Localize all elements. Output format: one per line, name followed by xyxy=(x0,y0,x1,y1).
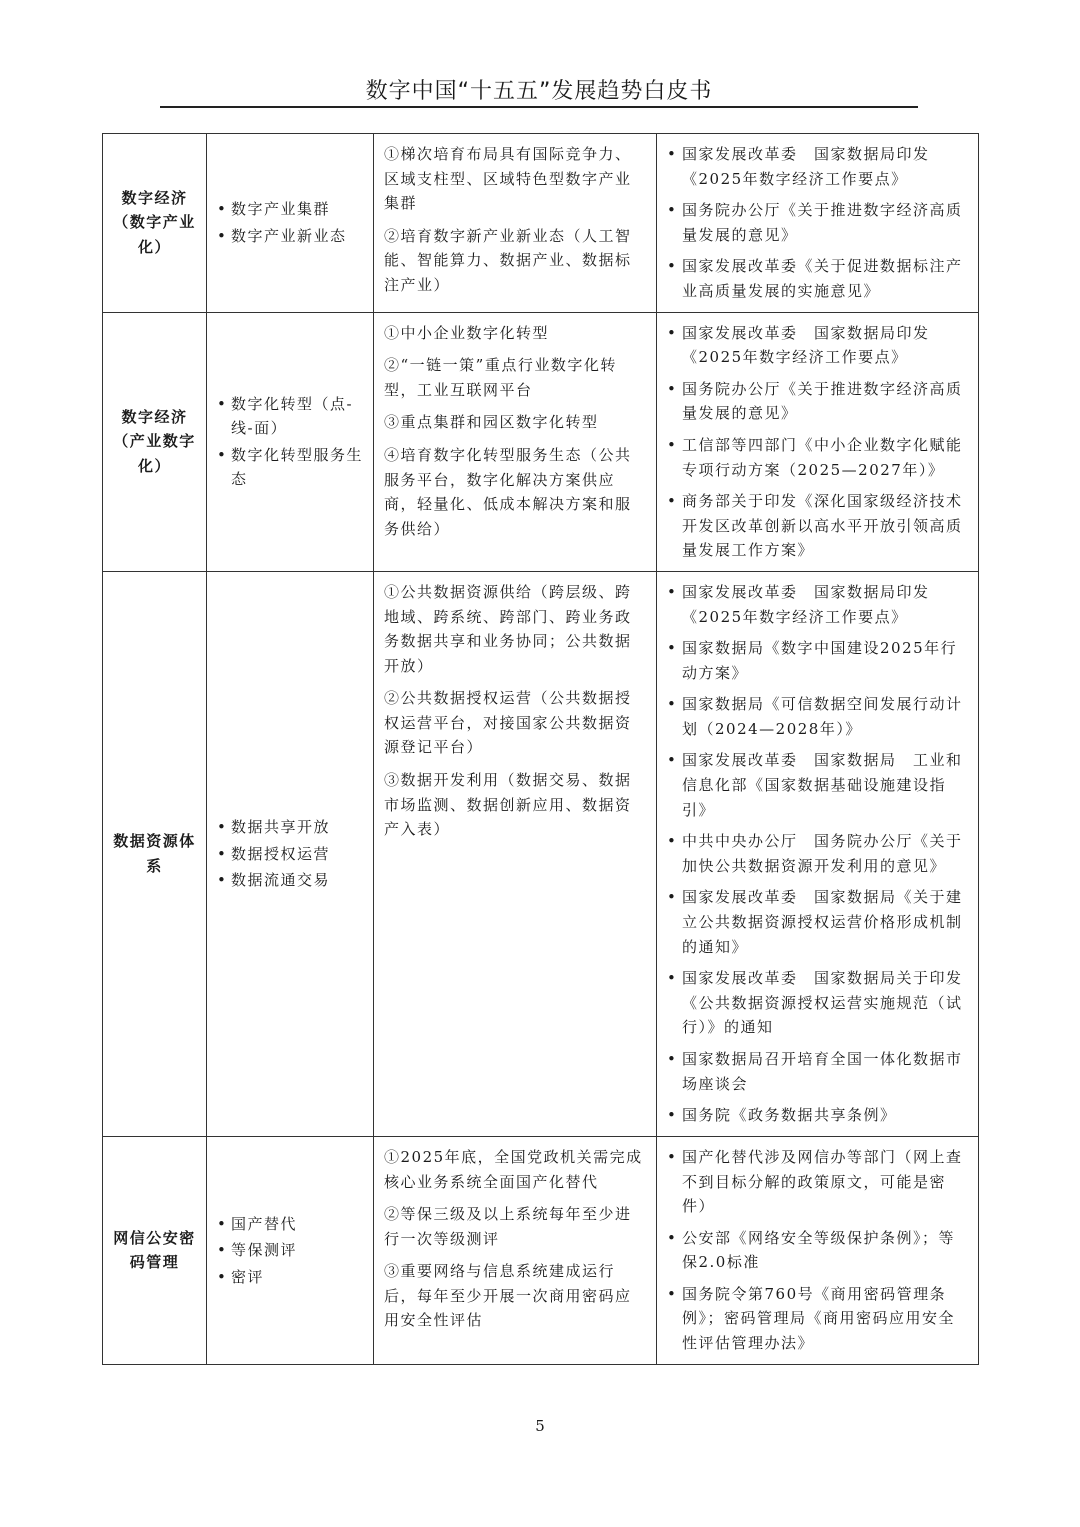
scope-item: • 数字化转型服务生态 xyxy=(217,443,365,492)
policy-table xyxy=(102,133,979,1365)
tasks-cell xyxy=(374,134,657,313)
policy-item: • 国家数据局召开培育全国一体化数据市场座谈会 xyxy=(665,1047,968,1096)
scope-cell xyxy=(207,312,374,571)
scope-item: • 数据授权运营 xyxy=(217,842,365,867)
policies-cell xyxy=(657,571,979,1136)
scope-item: • 数据共享开放 xyxy=(217,815,365,840)
policy-item: • 国产化替代涉及网信办等部门（网上查不到目标分解的政策原文，可能是密件） xyxy=(665,1145,968,1219)
tasks-cell xyxy=(374,1136,657,1364)
policy-item: • 国家发展改革委 国家数据局印发《2025年数字经济工作要点》 xyxy=(665,580,968,629)
category-cell: 数字经济（数字产业化） xyxy=(103,134,207,313)
policy-item: • 国务院办公厅《关于推进数字经济高质量发展的意见》 xyxy=(665,198,968,247)
task-item: ②等保三级及以上系统每年至少进行一次等级测评 xyxy=(384,1205,632,1248)
policy-item: • 国家发展改革委 国家数据局《关于建立公共数据资源授权运营价格形成机制的通知》 xyxy=(665,885,968,959)
tasks-cell xyxy=(374,312,657,571)
policies-cell xyxy=(657,312,979,571)
page-title: 数字中国“十五五”发展趋势白皮书 xyxy=(365,79,713,104)
header-divider xyxy=(160,106,918,108)
policies-cell xyxy=(657,134,979,313)
policy-item: • 国务院令第760号《商用密码管理条例》；密码管理局《商用密码应用安全性评估管理办法》 xyxy=(665,1282,968,1356)
scope-cell xyxy=(207,1136,374,1364)
scope-cell xyxy=(207,134,374,313)
policy-item: • 公安部《网络安全等级保护条例》；等保2.0标准 xyxy=(665,1226,968,1275)
policy-item: • 国家数据局《数字中国建设2025年行动方案》 xyxy=(665,636,968,685)
scope-item: • 数字产业新业态 xyxy=(217,224,365,249)
scope-item: • 国产替代 xyxy=(217,1212,365,1237)
policy-item: • 国家发展改革委 国家数据局印发《2025年数字经济工作要点》 xyxy=(665,142,968,191)
task-item: ①公共数据资源供给（跨层级、跨地域、跨系统、跨部门、跨业务政务数据共享和业务协同；公共数据开放） xyxy=(384,582,632,675)
policy-item: • 国家发展改革委 国家数据局 工业和信息化部《国家数据基础设施建设指引》 xyxy=(665,748,968,822)
task-item: ③重要网络与信息系统建成运行后，每年至少开展一次商用密码应用安全性评估 xyxy=(384,1262,632,1330)
task-item: ④培育数字化转型服务生态（公共服务平台，数字化解决方案供应商，轻量化、低成本解决方案和服务供给） xyxy=(384,445,632,538)
task-item: ①中小企业数字化转型 xyxy=(384,323,550,342)
task-item: ②“一链一策”重点行业数字化转型，工业互联网平台 xyxy=(384,356,617,399)
policies-cell xyxy=(657,1136,979,1364)
policy-item: • 国务院《政务数据共享条例》 xyxy=(665,1103,968,1128)
task-item: ①2025年底，全国党政机关需完成核心业务系统全面国产化替代 xyxy=(384,1147,643,1191)
scope-item: • 等保测评 xyxy=(217,1238,365,1263)
scope-item: • 数据流通交易 xyxy=(217,868,365,893)
table-row xyxy=(103,312,979,571)
task-item: ①梯次培育布局具有国际竞争力、区域支柱型、区域特色型数字产业集群 xyxy=(384,145,632,213)
task-item: ③数据开发利用（数据交易、数据市场监测、数据创新应用、数据资产入表） xyxy=(384,771,632,839)
category-cell: 网信公安密码管理 xyxy=(103,1136,207,1364)
policy-item: • 国家发展改革委 国家数据局印发《2025年数字经济工作要点》 xyxy=(665,321,968,370)
task-item: ②培育数字新产业新业态（人工智能、智能算力、数据产业、数据标注产业） xyxy=(384,226,632,294)
table-row xyxy=(103,1136,979,1364)
scope-cell xyxy=(207,571,374,1136)
scope-item: • 密评 xyxy=(217,1265,365,1290)
table-row xyxy=(103,571,979,1136)
task-item: ②公共数据授权运营（公共数据授权运营平台，对接国家公共数据资源登记平台） xyxy=(384,689,632,757)
policy-item: • 国务院办公厅《关于推进数字经济高质量发展的意见》 xyxy=(665,377,968,426)
tasks-cell xyxy=(374,571,657,1136)
category-cell: 数据资源体系 xyxy=(103,571,207,1136)
policy-item: • 工信部等四部门《中小企业数字化赋能专项行动方案（2025—2027年）》 xyxy=(665,433,968,482)
policy-item: • 国家发展改革委 国家数据局关于印发《公共数据资源授权运营实施规范（试行）》的通知 xyxy=(665,966,968,1040)
table-row xyxy=(103,134,979,313)
page-number: 5 xyxy=(535,1417,545,1435)
policy-item: • 商务部关于印发《深化国家级经济技术开发区改革创新以高水平开放引领高质量发展工作方案》 xyxy=(665,489,968,563)
category-cell: 数字经济（产业数字化） xyxy=(103,312,207,571)
policy-item: • 国家数据局《可信数据空间发展行动计划（2024—2028年）》 xyxy=(665,692,968,741)
scope-item: • 数字化转型（点-线-面） xyxy=(217,392,365,441)
task-item: ③重点集群和园区数字化转型 xyxy=(384,413,599,432)
scope-item: • 数字产业集群 xyxy=(217,197,365,222)
policy-item: • 国家发展改革委《关于促进数据标注产业高质量发展的实施意见》 xyxy=(665,254,968,303)
policy-item: • 中共中央办公厅 国务院办公厅《关于加快公共数据资源开发利用的意见》 xyxy=(665,829,968,878)
